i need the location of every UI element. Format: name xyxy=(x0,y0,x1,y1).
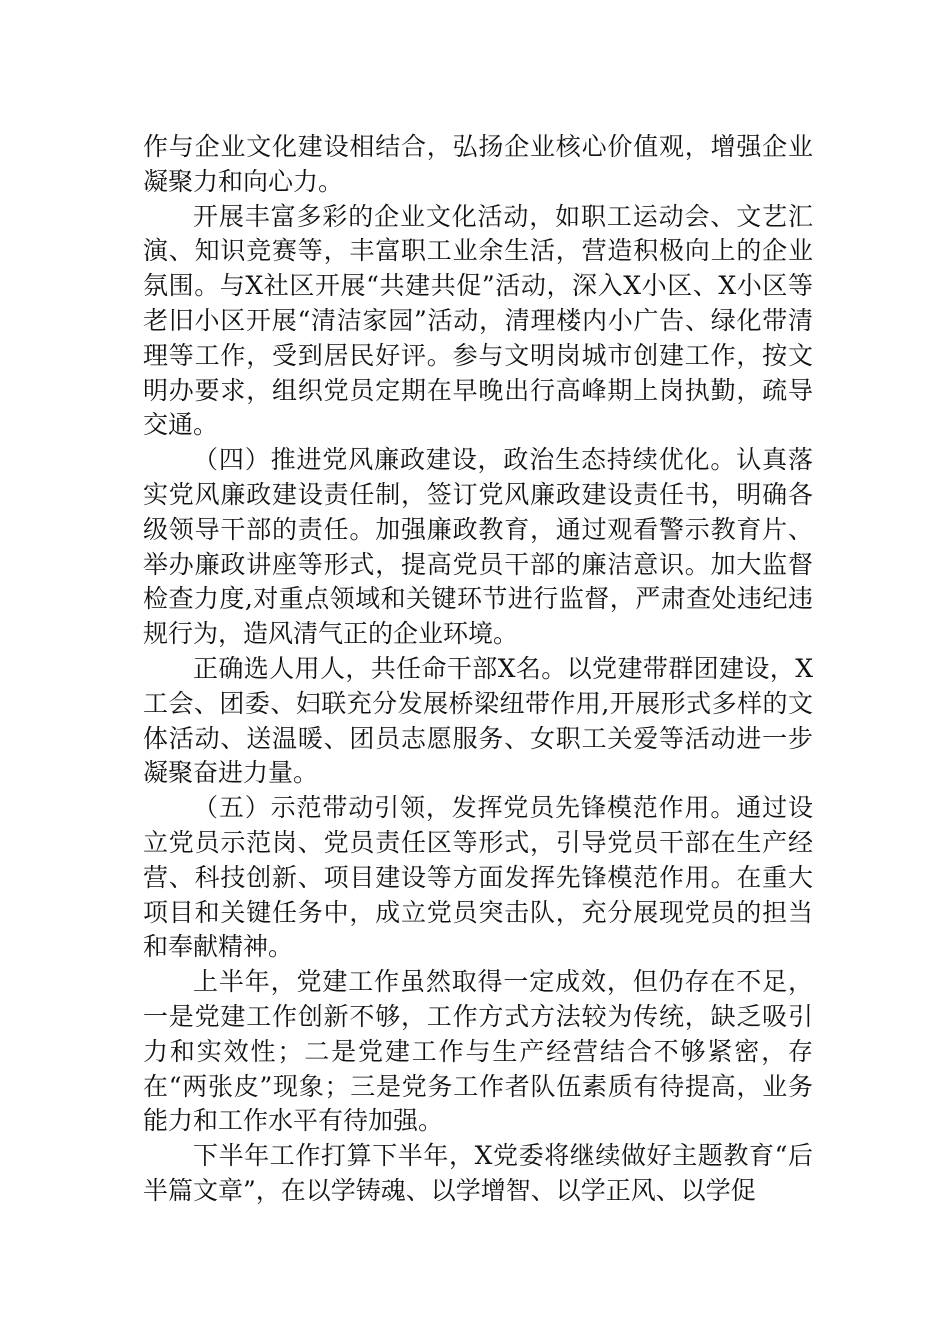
paragraph-section-five: （五）示范带动引领，发挥党员先锋模范作用。通过设立党员示范岗、党员责任区等形式，引导党员干部在生产经营、科技创新、项目建设等方面发挥先锋模范作用。在重大项目和关键任务中，成立党员突击队，充分展现党员的担当和奉献精神。 xyxy=(143,793,813,962)
document-body xyxy=(143,130,813,1209)
paragraph-continuation: 作与企业文化建设相结合，弘扬企业核心价值观，增强企业凝聚力和向心力。 xyxy=(143,132,813,196)
paragraph-personnel: 正确选人用人，共任命干部X名。以党建带群团建设，X工会、团委、妇联充分发展桥梁纽带作用,开展形式多样的文体活动、送温暖、团员志愿服务、女职工关爱等活动进一步凝聚奋进力量。 xyxy=(143,653,813,788)
paragraph-culture-activities: 开展丰富多彩的企业文化活动，如职工运动会、文艺汇演、知识竞赛等，丰富职工业余生活，营造积极向上的企业氛围。与X社区开展“共建共促”活动，深入X小区、X小区等老旧小区开展“清洁家园”活动，清理楼内小广告、绿化带清理等工作，受到居民好评。参与文明岗城市创建工作，按文明办要求，组织党员定期在早晚出行高峰期上岗执勤，疏导交通。 xyxy=(143,201,813,440)
paragraph-next-half-plan: 下半年工作打算下半年，X党委将继续做好主题教育“后半篇文章”，在以学铸魂、以学增智、以学正风、以学促 xyxy=(143,1141,813,1205)
paragraph-section-four: （四）推进党风廉政建设，政治生态持续优化。认真落实党风廉政建设责任制，签订党风廉政建设责任书，明确各级领导干部的责任。加强廉政教育，通过观看警示教育片、举办廉政讲座等形式，提高党员干部的廉洁意识。加大监督检查力度,对重点领域和关键环节进行监督，严肃查处违纪违规行为，造风清气正的企业环境。 xyxy=(143,445,813,649)
paragraph-shortcomings: 上半年，党建工作虽然取得一定成效，但仍存在不足，一是党建工作创新不够，工作方式方法较为传统，缺乏吸引力和实效性；二是党建工作与生产经营结合不够紧密，存在“两张皮”现象；三是党务工作者队伍素质有待提高，业务能力和工作水平有待加强。 xyxy=(143,967,813,1136)
